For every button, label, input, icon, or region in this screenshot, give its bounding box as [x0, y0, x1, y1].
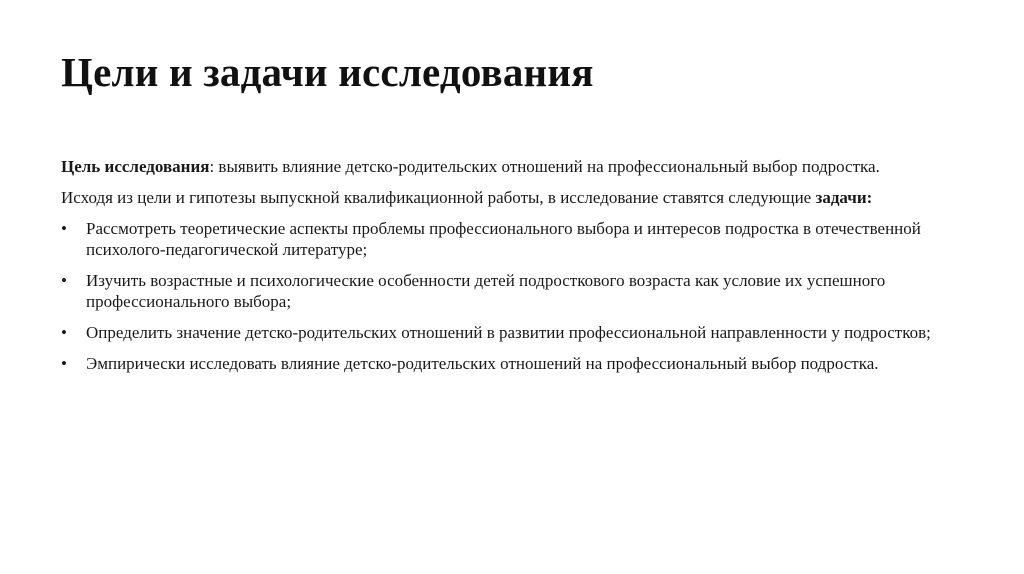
- tasks-intro-text: Исходя из цели и гипотезы выпускной квалификационной работы, в исследование ставятся следующие: [61, 188, 816, 207]
- goal-text: : выявить влияние детско-родительских отношений на профессиональный выбор подростка.: [209, 157, 880, 176]
- task-text: Рассмотреть теоретические аспекты проблемы профессионального выбора и интересов подростка в отечественной психолого-педагогической литературе;: [86, 219, 921, 259]
- task-text: Определить значение детско-родительских отношений в развитии профессиональной направленности у подростков;: [86, 323, 931, 342]
- bullet-icon: •: [61, 323, 67, 342]
- bullet-icon: •: [61, 219, 67, 238]
- tasks-label-suffix: :: [866, 188, 873, 207]
- bullet-icon: •: [61, 354, 67, 373]
- task-text: Изучить возрастные и психологические особенности детей подросткового возраста как условие их успешного профессионального выбора;: [86, 271, 886, 311]
- tasks-intro-paragraph: [61, 187, 941, 208]
- task-item: [61, 218, 941, 260]
- bullet-icon: •: [61, 271, 67, 290]
- slide-body: [61, 156, 941, 384]
- task-item: [61, 353, 941, 374]
- task-item: [61, 270, 941, 312]
- goal-label: Цель исследования: [61, 157, 210, 176]
- tasks-label: задачи: [815, 188, 867, 207]
- slide-title: Цели и задачи исследования: [61, 49, 594, 95]
- goal-paragraph: [61, 156, 941, 177]
- tasks-list: [61, 218, 941, 374]
- task-item: [61, 322, 941, 343]
- task-text: Эмпирически исследовать влияние детско-родительских отношений на профессиональный выбор подростка.: [86, 354, 879, 373]
